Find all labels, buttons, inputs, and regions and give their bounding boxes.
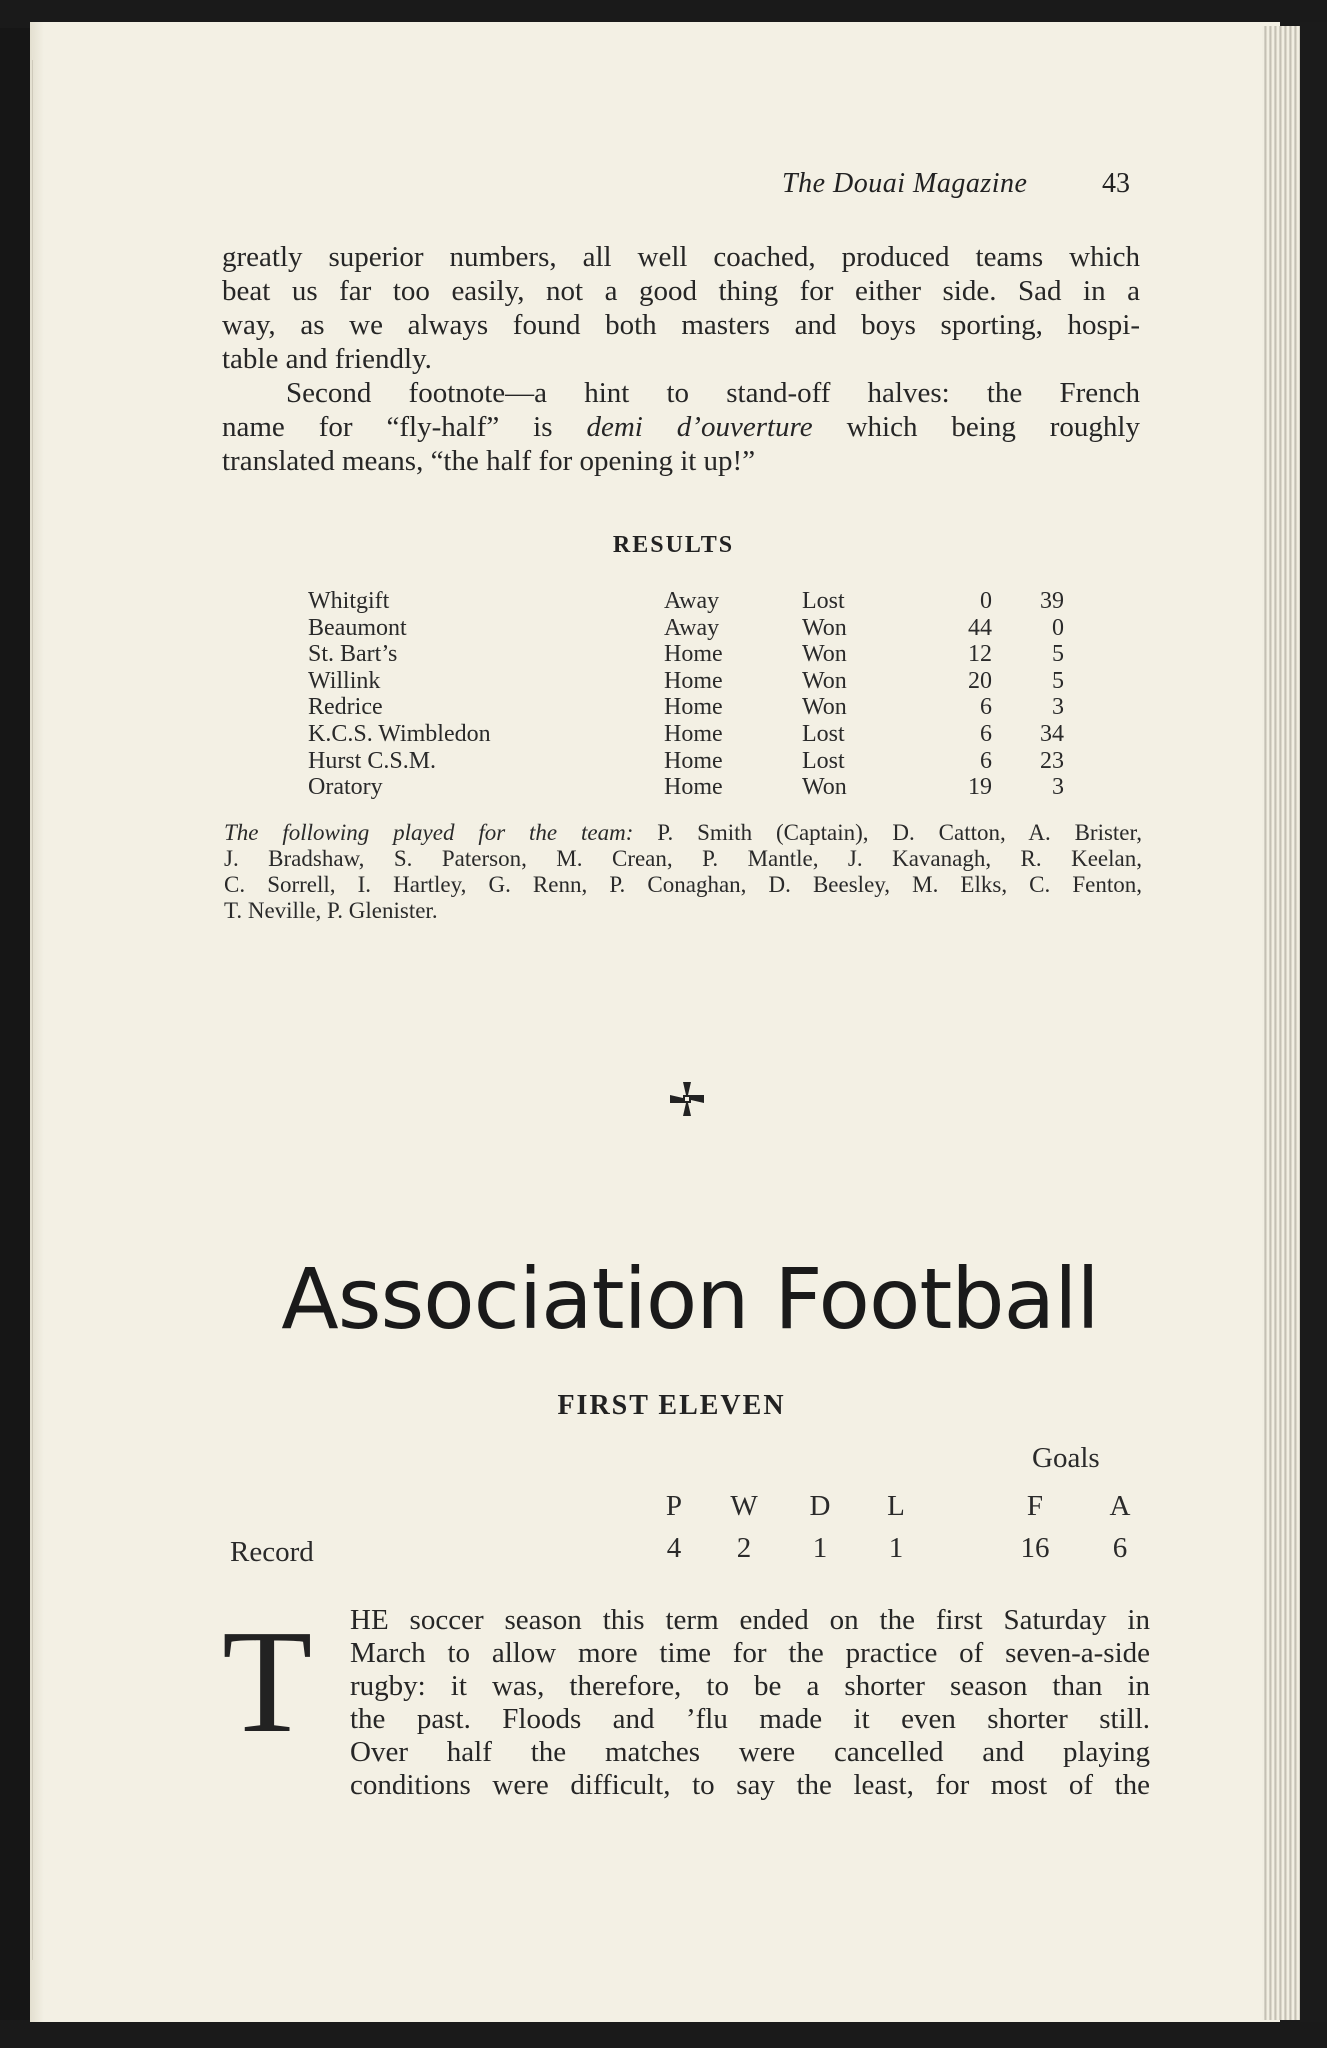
book-cover-edge — [1300, 22, 1327, 2022]
venue-cell: Away — [664, 614, 720, 641]
text-line — [224, 820, 1142, 846]
drop-cap: T — [222, 1600, 313, 1764]
venue-cell: Home — [664, 747, 723, 774]
venue-cell: Home — [664, 720, 723, 747]
result-cell: Won — [802, 614, 847, 641]
text-line: the past. Floods and ’flu made it even shorter still. — [350, 1703, 1150, 1735]
text-line: C. Sorrell, I. Hartley, G. Renn, P. Conaghan, D. Beesley, M. Elks, C. Fenton, — [224, 872, 1142, 897]
column-header: F — [1026, 1490, 1044, 1522]
table-row — [308, 774, 1068, 801]
table-row — [308, 694, 1068, 721]
points-for-cell: 6 — [980, 747, 992, 774]
text-line: March to allow more time for the practice of seven-a-side — [350, 1637, 1150, 1669]
points-against-cell: 3 — [1052, 774, 1064, 801]
text-line: T. Neville, P. Glenister. — [224, 898, 438, 923]
team-cell: Beaumont — [308, 614, 407, 641]
table-row — [308, 588, 1068, 615]
points-against-cell: 23 — [1040, 747, 1064, 774]
record-value: 2 — [736, 1532, 752, 1564]
text-segment: which being roughly — [812, 411, 1140, 443]
team-cell: Redrice — [308, 694, 383, 721]
italic-phrase: demi d’ouverture — [586, 411, 813, 443]
team-cell: Whitgift — [308, 588, 390, 614]
points-against-cell: 0 — [1052, 614, 1064, 641]
points-for-cell: 0 — [980, 588, 992, 614]
text-line: Over half the matches were cancelled and playing — [350, 1736, 1150, 1768]
team-players-list — [224, 820, 1142, 924]
text-line: table and friendly. — [222, 343, 432, 375]
points-for-cell: 6 — [980, 720, 992, 747]
team-cell: Hurst C.S.M. — [308, 747, 437, 774]
points-for-cell: 20 — [968, 667, 992, 694]
team-cell: Willink — [308, 667, 381, 694]
record-value: 6 — [1112, 1532, 1128, 1564]
text-line — [222, 410, 1140, 444]
points-for-cell: 12 — [968, 641, 992, 668]
binding-bottom-edge — [0, 2020, 1327, 2048]
result-cell: Lost — [802, 747, 845, 774]
record-value: 16 — [1020, 1532, 1050, 1564]
team-cell: Oratory — [308, 774, 383, 801]
points-against-cell: 5 — [1052, 667, 1064, 694]
column-header: P — [665, 1490, 683, 1522]
result-cell: Lost — [802, 720, 845, 747]
table-row — [308, 721, 1068, 748]
table-row — [308, 615, 1068, 642]
paragraph-3 — [350, 1604, 1150, 1802]
page-number: 43 — [1102, 168, 1130, 199]
venue-cell: Away — [664, 588, 720, 614]
result-cell: Won — [802, 641, 847, 668]
team-cell: K.C.S. Wimbledon — [308, 720, 491, 747]
text-segment: name for “fly-half” is — [222, 411, 587, 443]
text-segment: P. Smith (Captain), D. Catton, A. Brister, — [633, 820, 1142, 845]
points-against-cell: 39 — [1040, 588, 1064, 614]
section-subtitle: FIRST ELEVEN — [557, 1390, 786, 1421]
points-for-cell: 44 — [968, 614, 992, 641]
points-against-cell: 3 — [1052, 694, 1064, 721]
record-table — [230, 1436, 1150, 1576]
column-header: D — [809, 1490, 831, 1522]
team-cell: St. Bart’s — [308, 641, 398, 668]
record-value: 1 — [888, 1532, 904, 1564]
text-line: HE soccer season this term ended on the first Saturday in — [350, 1604, 1150, 1636]
text-line: beat us far too easily, not a good thing for either side. Sad in a — [222, 275, 1140, 307]
venue-cell: Home — [664, 774, 723, 801]
goals-label: Goals — [1032, 1442, 1100, 1474]
points-for-cell: 6 — [980, 694, 992, 721]
text-line: translated means, “the half for opening it up!” — [222, 445, 756, 477]
page-fore-edge — [1262, 26, 1302, 2020]
text-line: way, as we always found both masters and boys sporting, hospi- — [222, 309, 1140, 341]
text-line: greatly superior numbers, all well coached, produced teams which — [222, 241, 1140, 273]
record-value: 4 — [666, 1532, 682, 1564]
paragraph-1 — [222, 240, 1140, 376]
running-header — [770, 168, 1140, 208]
venue-cell: Home — [664, 694, 723, 721]
text-line: Second footnote—a hint to stand-off halves: the French — [286, 377, 1140, 409]
points-against-cell: 34 — [1040, 720, 1064, 747]
venue-cell: Home — [664, 641, 723, 668]
venue-cell: Home — [664, 667, 723, 694]
page-margin-line — [32, 60, 45, 1960]
record-value: 1 — [812, 1532, 828, 1564]
magazine-title: The Douai Magazine — [782, 168, 1028, 199]
text-line: rugby: it was, therefore, to be a shorter season than in — [350, 1670, 1150, 1702]
result-cell: Won — [802, 667, 847, 694]
result-cell: Won — [802, 694, 847, 721]
points-against-cell: 5 — [1052, 641, 1064, 668]
table-row — [308, 641, 1068, 668]
column-header: A — [1109, 1490, 1131, 1522]
column-header: L — [887, 1490, 905, 1522]
paragraph-2 — [222, 376, 1140, 478]
results-heading: RESULTS — [612, 532, 735, 558]
players-label: The following played for the team: — [224, 820, 634, 845]
table-row — [308, 668, 1068, 695]
record-label: Record — [230, 1536, 314, 1568]
result-cell: Won — [802, 774, 847, 801]
points-for-cell: 19 — [968, 774, 992, 801]
results-table — [308, 588, 1068, 801]
section-title: Association Football — [281, 1250, 1099, 1348]
table-row — [308, 748, 1068, 775]
cross-pattee-icon — [670, 1082, 704, 1116]
text-line: J. Bradshaw, S. Paterson, M. Crean, P. Mantle, J. Kavanagh, R. Keelan, — [224, 846, 1142, 871]
result-cell: Lost — [802, 588, 845, 614]
text-line: conditions were difficult, to say the least, for most of the — [350, 1769, 1150, 1801]
column-header: W — [730, 1490, 758, 1522]
